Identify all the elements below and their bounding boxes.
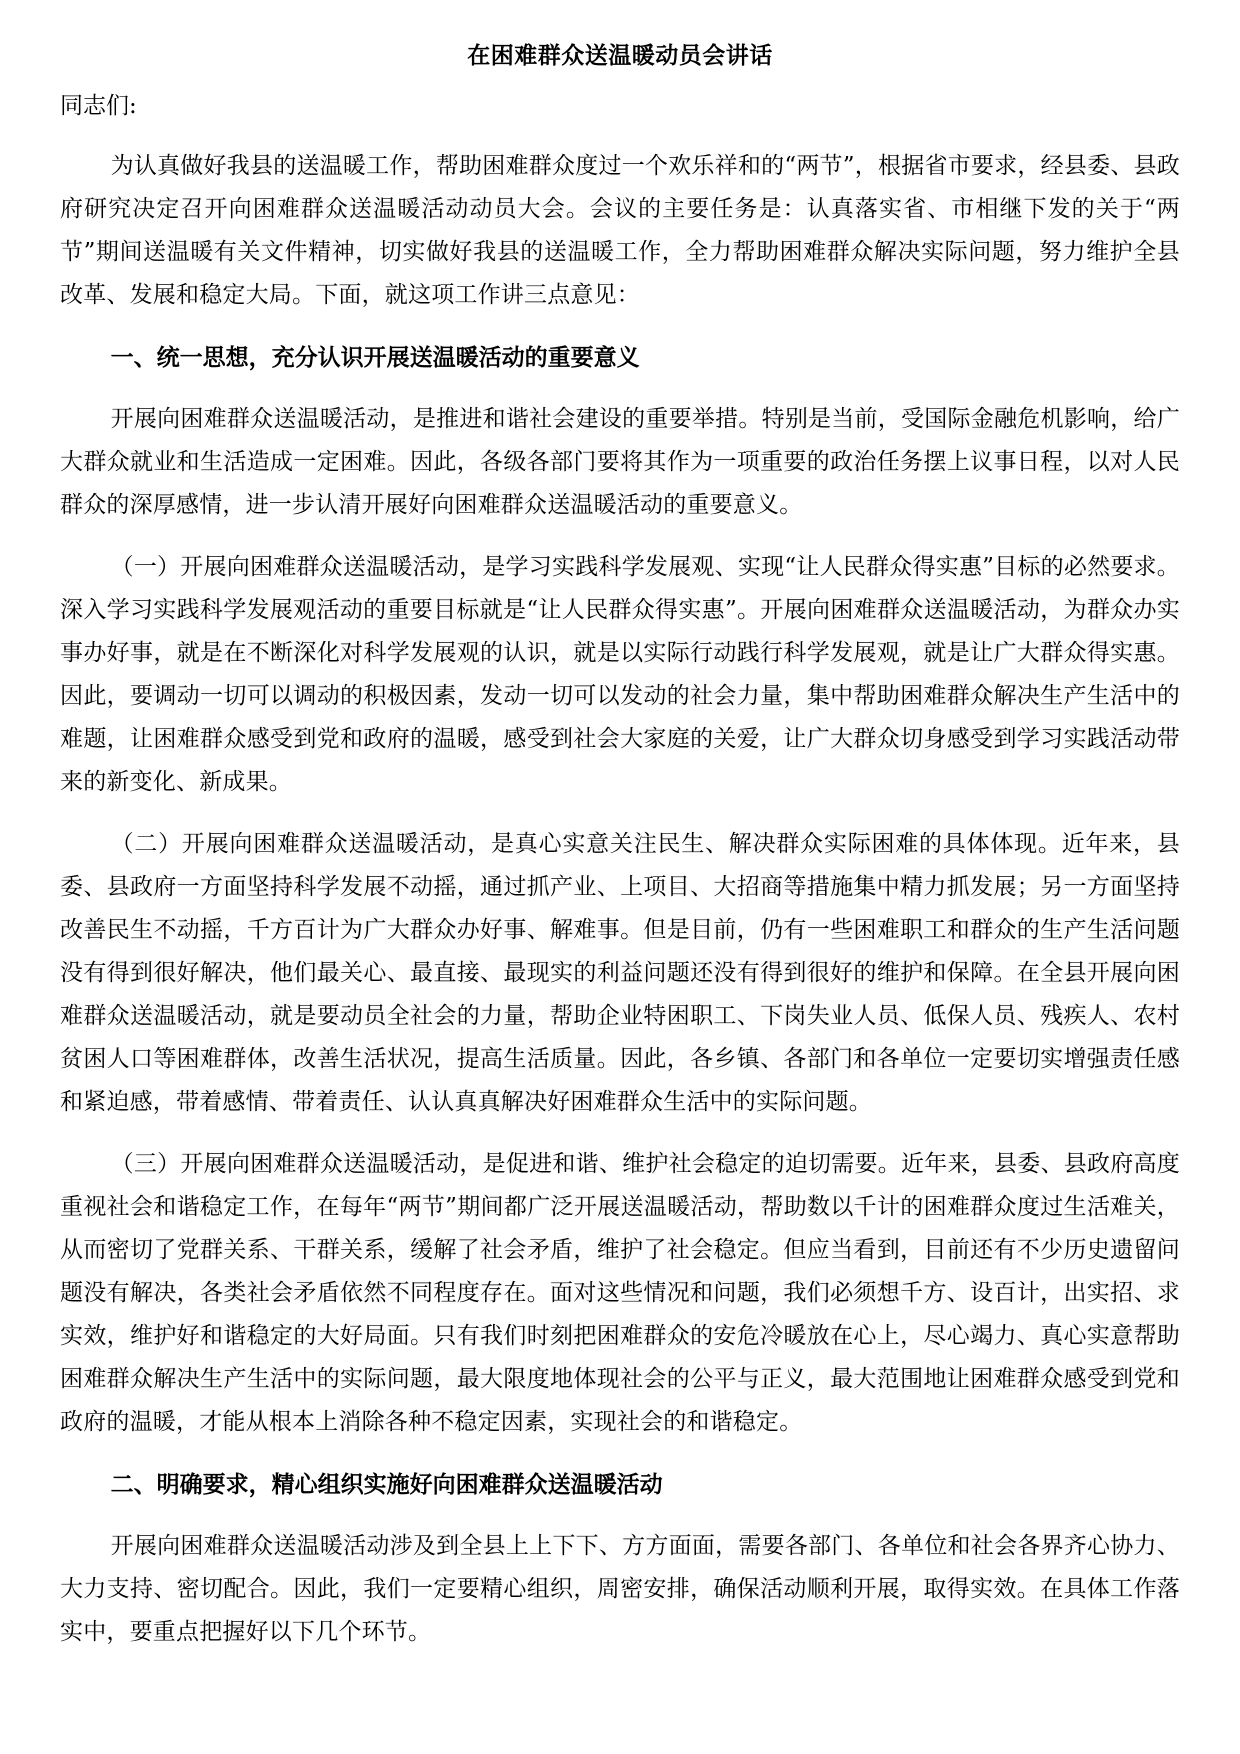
intro-paragraph: 为认真做好我县的送温暖工作，帮助困难群众度过一个欢乐祥和的“两节”，根据省市要求，经县委、县政府研究决定召开向困难群众送温暖活动动员大会。会议的主要任务是：认真落实省、市相继下发的关于“两节”期间送温暖有关文件精神，切实做好我县的送温暖工作，全力帮助困难群众解决实际问题，努力维护全县改革、发展和稳定大局。下面，就这项工作讲三点意见：	[60, 153, 1180, 308]
section1-paragraph-2: （二）开展向困难群众送温暖活动，是真心实意关注民生、解决群众实际困难的具体体现。近年来，县委、县政府一方面坚持科学发展不动摇，通过抓产业、上项目、大招商等措施集中精力抓发展；另一方面坚持改善民生不动摇，千方百计为广大群众办好事、解难事。但是目前，仍有一些困难职工和群众的生产生活问题没有得到很好解决，他们最关心、最直接、最现实的利益问题还没有得到很好的维护和保障。在全县开展向困难群众送温暖活动，就是要动员全社会的力量，帮助企业特困职工、下岗失业人员、低保人员、残疾人、农村贫困人口等困难群体，改善生活状况，提高生活质量。因此，各乡镇、各部门和各单位一定要切实增强责任感和紧迫感，带着感情、带着责任、认认真真解决好困难群众生活中的实际问题。	[60, 831, 1180, 1115]
section1-paragraph-0: 开展向困难群众送温暖活动，是推进和谐社会建设的重要举措。特别是当前，受国际金融危机影响，给广大群众就业和生活造成一定困难。因此，各级各部门要将其作为一项重要的政治任务摆上议事日程，以对人民群众的深厚感情，进一步认清开展好向困难群众送温暖活动的重要意义。	[60, 406, 1180, 518]
document-title: 在困难群众送温暖动员会讲话	[467, 42, 773, 69]
section1-paragraph-1: （一）开展向困难群众送温暖活动，是学习实践科学发展观、实现“让人民群众得实惠”目标的必然要求。深入学习实践科学发展观活动的重要目标就是“让人民群众得实惠”。开展向困难群众送温暖活动，为群众办实事办好事，就是在不断深化对科学发展观的认识，就是以实际行动践行科学发展观，就是让广大群众得实惠。因此，要调动一切可以调动的积极因素，发动一切可以发动的社会力量，集中帮助困难群众解决生产生活中的难题，让困难群众感受到党和政府的温暖，感受到社会大家庭的关爱，让广大群众切身感受到学习实践活动带来的新变化、新成果。	[60, 554, 1180, 795]
section-heading-1: 一、统一思想，充分认识开展送温暖活动的重要意义	[110, 344, 640, 371]
section2-paragraph-0: 开展向困难群众送温暖活动涉及到全县上上下下、方方面面，需要各部门、各单位和社会各界齐心协力、大力支持、密切配合。因此，我们一定要精心组织，周密安排，确保活动顺利开展，取得实效。在具体工作落实中，要重点把握好以下几个环节。	[60, 1533, 1180, 1645]
section1-paragraph-3: （三）开展向困难群众送温暖活动，是促进和谐、维护社会稳定的迫切需要。近年来，县委、县政府高度重视社会和谐稳定工作，在每年“两节”期间都广泛开展送温暖活动，帮助数以千计的困难群众度过生活难关，从而密切了党群关系、干群关系，缓解了社会矛盾，维护了社会稳定。但应当看到，目前还有不少历史遗留问题没有解决，各类社会矛盾依然不同程度存在。面对这些情况和问题，我们必须想千方、设百计，出实招、求实效，维护好和谐稳定的大好局面。只有我们时刻把困难群众的安危冷暖放在心上，尽心竭力、真心实意帮助困难群众解决生产生活中的实际问题，最大限度地体现社会的公平与正义，最大范围地让困难群众感受到党和政府的温暖，才能从根本上消除各种不稳定因素，实现社会的和谐稳定。	[60, 1151, 1180, 1435]
salutation: 同志们:	[60, 93, 137, 119]
section-heading-2: 二、明确要求，精心组织实施好向困难群众送温暖活动	[110, 1471, 663, 1498]
document-page	[60, 32, 1180, 1673]
